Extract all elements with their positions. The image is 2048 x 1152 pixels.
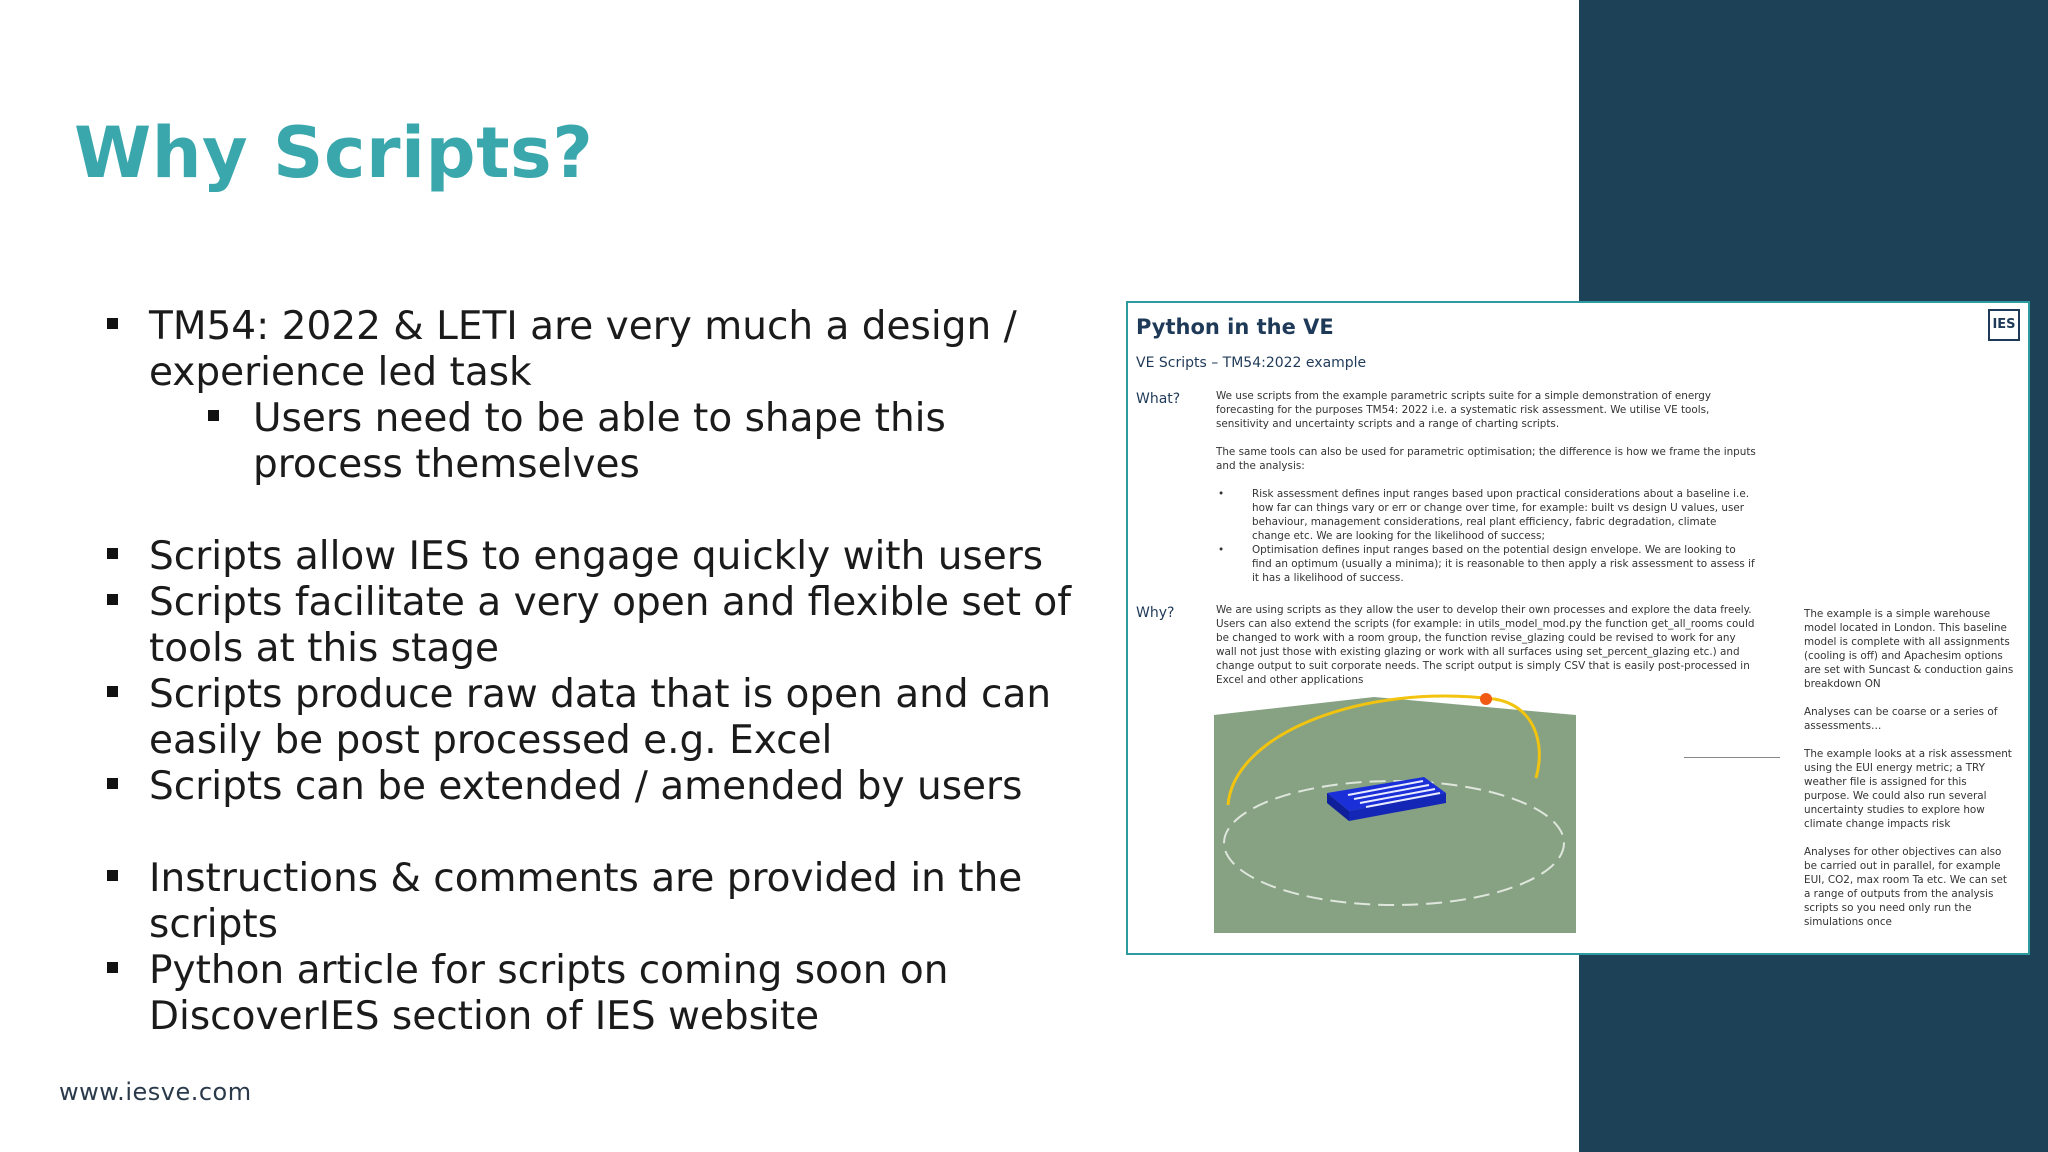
doc-side-paragraph: Analyses for other objectives can also be carried out in parallel, for example EUI, CO2, max room Ta etc. We can set a range of outputs from the analysis scripts so you need only run the simulations once	[1804, 846, 2007, 928]
square-bullet-icon	[107, 594, 118, 605]
square-bullet-icon	[107, 870, 118, 881]
slide-title: Why Scripts?	[74, 112, 594, 194]
square-bullet-icon	[107, 548, 118, 559]
doc-title: Python in the VE	[1136, 315, 1334, 339]
square-bullet-icon	[107, 686, 118, 697]
doc-paragraph: We use scripts from the example parametric scripts suite for a simple demonstration of energy forecasting for the purposes TM54: 2022 i.e. a systematic risk assessment. We utilise VE tools, sensitivity and uncertainty scripts and a range of charting scripts.	[1216, 390, 1712, 430]
doc-why-section	[1216, 603, 1756, 701]
bullet-list	[105, 304, 1105, 1040]
footer-url: www.iesve.com	[59, 1078, 252, 1106]
doc-bullet-item: • Risk assessment defines input ranges based upon practical considerations about a baseline i.e. how far can things vary or err or change over time, for example: built vs design U values, user behaviour, management considerations, real plant efficiency, fabric degradation, climate change etc. We are looking for the likelihood of success;	[1218, 488, 1750, 542]
square-bullet-icon	[208, 410, 219, 421]
doc-side-notes	[1804, 607, 2014, 943]
doc-side-paragraph: Analyses can be coarse or a series of assessments…	[1804, 706, 1998, 732]
bullet-item: Scripts facilitate a very open and flexible set of tools at this stage	[105, 580, 1105, 672]
square-bullet-icon	[107, 962, 118, 973]
bullet-item: Instructions & comments are provided in the scripts	[105, 856, 1105, 948]
bullet-item: Scripts can be extended / amended by users	[105, 764, 1105, 810]
sub-bullet-item: Users need to be able to shape this process themselves	[105, 396, 1105, 488]
doc-what-section	[1216, 389, 1756, 585]
doc-side-paragraph: The example looks at a risk assessment using the EUI energy metric; a TRY weather file is assigned for this purpose. We could also run several uncertainty studies to explore how climate change impacts risk	[1804, 748, 2012, 830]
sun-icon	[1480, 693, 1492, 705]
doc-paragraph: We are using scripts as they allow the user to develop their own processes and explore the data freely. Users can also extend the scripts (for example: in utils_model_mod.py the function get_all_rooms could be changed to work with a room group, the function revise_glazing could be revised to work for any wall not just those with existing glazing or work with all surfaces using set_percent_glazing etc.) and change output to suit corporate needs. The script output is simply CSV that is easily post-processed in Excel and other applications	[1216, 604, 1755, 686]
doc-divider	[1684, 757, 1780, 758]
square-bullet-icon	[107, 318, 118, 329]
sun-path-model-render	[1214, 693, 1576, 933]
doc-why-label: Why?	[1136, 605, 1175, 621]
bullet-item: TM54: 2022 & LETI are very much a design / experience led task	[105, 304, 1105, 396]
doc-bullet-item: • Optimisation defines input ranges based on the potential design envelope. We are looking to find an optimum (usually a minima); it is reasonable to then apply a risk assessment to assess if it has a likelihood of success.	[1218, 544, 1755, 584]
doc-paragraph: The same tools can also be used for parametric optimisation; the difference is how we frame the inputs and the analysis:	[1216, 446, 1756, 472]
doc-what-label: What?	[1136, 391, 1181, 407]
doc-subtitle: VE Scripts – TM54:2022 example	[1136, 355, 1367, 371]
bullet-item: Python article for scripts coming soon on DiscoverIES section of IES website	[105, 948, 1105, 1040]
ies-logo-icon: IES	[1988, 309, 2020, 341]
ground-plane	[1214, 697, 1576, 933]
bullet-item: Scripts allow IES to engage quickly with users	[105, 534, 1105, 580]
doc-bullet-list	[1216, 487, 1756, 585]
embedded-document	[1126, 301, 2030, 955]
bullet-item: Scripts produce raw data that is open and can easily be post processed e.g. Excel	[105, 672, 1105, 764]
doc-side-paragraph: The example is a simple warehouse model located in London. This baseline model is complete with all assignments (cooling is off) and Apachesim options are set with Suncast & conduction gains breakdown ON	[1804, 608, 2014, 690]
square-bullet-icon	[107, 778, 118, 789]
